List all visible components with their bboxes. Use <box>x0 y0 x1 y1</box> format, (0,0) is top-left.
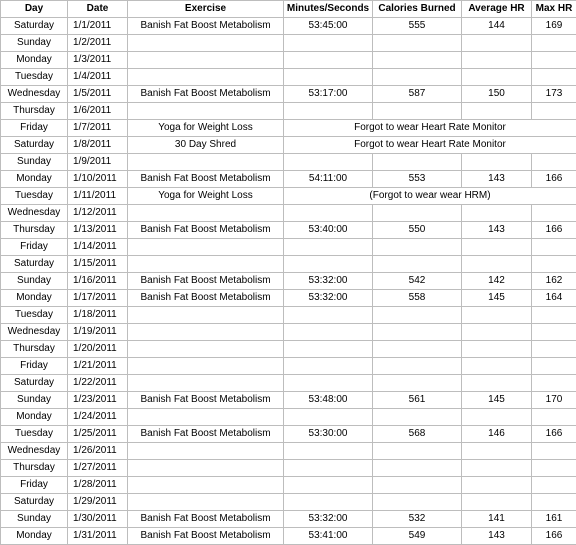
average-hr-cell: 145 <box>462 392 532 409</box>
day-cell: Saturday <box>1 18 68 35</box>
day-cell: Sunday <box>1 154 68 171</box>
date-cell: 1/16/2011 <box>68 273 128 290</box>
exercise-cell <box>128 69 284 86</box>
date-cell: 1/13/2011 <box>68 222 128 239</box>
note-cell: Forgot to wear Heart Rate Monitor <box>284 120 576 137</box>
time-cell: 53:45:00 <box>284 18 373 35</box>
average-hr-cell <box>462 358 532 375</box>
day-cell: Wednesday <box>1 86 68 103</box>
exercise-cell <box>128 324 284 341</box>
day-cell: Saturday <box>1 375 68 392</box>
table-row <box>1 443 576 460</box>
date-cell: 1/31/2011 <box>68 528 128 545</box>
date-cell: 1/22/2011 <box>68 375 128 392</box>
max-hr-cell: 166 <box>532 222 576 239</box>
calories-cell <box>373 239 462 256</box>
table-row <box>1 120 576 137</box>
max-hr-cell <box>532 375 576 392</box>
average-hr-cell <box>462 324 532 341</box>
calories-cell <box>373 443 462 460</box>
average-hr-cell: 143 <box>462 528 532 545</box>
exercise-cell <box>128 205 284 222</box>
calories-cell: 549 <box>373 528 462 545</box>
exercise-cell <box>128 239 284 256</box>
calories-cell <box>373 35 462 52</box>
calories-cell <box>373 460 462 477</box>
exercise-cell <box>128 460 284 477</box>
exercise-cell <box>128 256 284 273</box>
time-cell <box>284 494 373 511</box>
calories-cell: 561 <box>373 392 462 409</box>
table-row <box>1 358 576 375</box>
date-cell: 1/10/2011 <box>68 171 128 188</box>
average-hr-cell <box>462 35 532 52</box>
calories-cell: 587 <box>373 86 462 103</box>
day-cell: Monday <box>1 528 68 545</box>
calories-cell: 532 <box>373 511 462 528</box>
day-cell: Saturday <box>1 494 68 511</box>
table-header <box>1 1 576 18</box>
day-cell: Saturday <box>1 137 68 154</box>
max-hr-cell <box>532 477 576 494</box>
date-cell: 1/30/2011 <box>68 511 128 528</box>
max-hr-cell: 166 <box>532 426 576 443</box>
date-cell: 1/15/2011 <box>68 256 128 273</box>
date-cell: 1/28/2011 <box>68 477 128 494</box>
table-body <box>1 18 576 545</box>
max-hr-cell <box>532 324 576 341</box>
max-hr-cell <box>532 256 576 273</box>
table-row <box>1 273 576 290</box>
table-row <box>1 341 576 358</box>
day-cell: Sunday <box>1 273 68 290</box>
max-hr-cell <box>532 52 576 69</box>
time-cell: 53:40:00 <box>284 222 373 239</box>
average-hr-cell <box>462 103 532 120</box>
exercise-cell: Banish Fat Boost Metabolism <box>128 222 284 239</box>
exercise-cell: Banish Fat Boost Metabolism <box>128 171 284 188</box>
table-row <box>1 494 576 511</box>
table-row <box>1 511 576 528</box>
header-date: Date <box>68 1 128 18</box>
time-cell <box>284 154 373 171</box>
header-exercise: Exercise <box>128 1 284 18</box>
table-row <box>1 256 576 273</box>
table-row <box>1 290 576 307</box>
date-cell: 1/2/2011 <box>68 35 128 52</box>
calories-cell <box>373 256 462 273</box>
calories-cell: 542 <box>373 273 462 290</box>
time-cell <box>284 443 373 460</box>
max-hr-cell <box>532 443 576 460</box>
exercise-cell <box>128 154 284 171</box>
day-cell: Monday <box>1 52 68 69</box>
time-cell <box>284 358 373 375</box>
date-cell: 1/25/2011 <box>68 426 128 443</box>
average-hr-cell <box>462 460 532 477</box>
calories-cell <box>373 307 462 324</box>
calories-cell <box>373 52 462 69</box>
table-row <box>1 375 576 392</box>
table-row <box>1 307 576 324</box>
calories-cell <box>373 409 462 426</box>
time-cell <box>284 69 373 86</box>
date-cell: 1/14/2011 <box>68 239 128 256</box>
average-hr-cell: 150 <box>462 86 532 103</box>
time-cell <box>284 205 373 222</box>
header-row <box>1 1 576 18</box>
day-cell: Thursday <box>1 222 68 239</box>
exercise-cell: 30 Day Shred <box>128 137 284 154</box>
max-hr-cell <box>532 460 576 477</box>
average-hr-cell <box>462 477 532 494</box>
table-row <box>1 86 576 103</box>
header-average-hr: Average HR <box>462 1 532 18</box>
exercise-cell <box>128 494 284 511</box>
exercise-cell: Banish Fat Boost Metabolism <box>128 528 284 545</box>
max-hr-cell <box>532 103 576 120</box>
date-cell: 1/24/2011 <box>68 409 128 426</box>
day-cell: Friday <box>1 239 68 256</box>
exercise-cell <box>128 443 284 460</box>
time-cell: 53:48:00 <box>284 392 373 409</box>
note-cell: (Forgot to wear wear HRM) <box>284 188 576 205</box>
day-cell: Friday <box>1 358 68 375</box>
time-cell <box>284 324 373 341</box>
calories-cell <box>373 477 462 494</box>
time-cell <box>284 460 373 477</box>
table-row <box>1 222 576 239</box>
date-cell: 1/5/2011 <box>68 86 128 103</box>
table-row <box>1 103 576 120</box>
time-cell <box>284 375 373 392</box>
table-row <box>1 18 576 35</box>
average-hr-cell: 143 <box>462 171 532 188</box>
time-cell <box>284 341 373 358</box>
table-row <box>1 69 576 86</box>
average-hr-cell: 142 <box>462 273 532 290</box>
time-cell <box>284 239 373 256</box>
max-hr-cell <box>532 154 576 171</box>
max-hr-cell <box>532 409 576 426</box>
average-hr-cell <box>462 409 532 426</box>
day-cell: Thursday <box>1 103 68 120</box>
calories-cell: 555 <box>373 18 462 35</box>
average-hr-cell: 144 <box>462 18 532 35</box>
date-cell: 1/4/2011 <box>68 69 128 86</box>
date-cell: 1/20/2011 <box>68 341 128 358</box>
table-row <box>1 35 576 52</box>
max-hr-cell <box>532 35 576 52</box>
calories-cell <box>373 341 462 358</box>
average-hr-cell: 143 <box>462 222 532 239</box>
exercise-cell <box>128 35 284 52</box>
exercise-cell: Yoga for Weight Loss <box>128 188 284 205</box>
day-cell: Sunday <box>1 35 68 52</box>
day-cell: Monday <box>1 171 68 188</box>
max-hr-cell: 166 <box>532 171 576 188</box>
time-cell <box>284 35 373 52</box>
max-hr-cell <box>532 69 576 86</box>
time-cell: 54:11:00 <box>284 171 373 188</box>
max-hr-cell <box>532 205 576 222</box>
date-cell: 1/7/2011 <box>68 120 128 137</box>
table-row <box>1 137 576 154</box>
day-cell: Wednesday <box>1 443 68 460</box>
time-cell <box>284 52 373 69</box>
day-cell: Monday <box>1 409 68 426</box>
table-row <box>1 239 576 256</box>
max-hr-cell: 166 <box>532 528 576 545</box>
table-row <box>1 392 576 409</box>
max-hr-cell: 162 <box>532 273 576 290</box>
average-hr-cell <box>462 52 532 69</box>
max-hr-cell <box>532 494 576 511</box>
date-cell: 1/27/2011 <box>68 460 128 477</box>
date-cell: 1/29/2011 <box>68 494 128 511</box>
average-hr-cell <box>462 256 532 273</box>
table-row <box>1 188 576 205</box>
average-hr-cell <box>462 494 532 511</box>
exercise-cell <box>128 341 284 358</box>
day-cell: Tuesday <box>1 188 68 205</box>
time-cell: 53:32:00 <box>284 290 373 307</box>
calories-cell: 550 <box>373 222 462 239</box>
max-hr-cell <box>532 358 576 375</box>
time-cell <box>284 103 373 120</box>
calories-cell <box>373 375 462 392</box>
exercise-cell: Yoga for Weight Loss <box>128 120 284 137</box>
average-hr-cell: 146 <box>462 426 532 443</box>
exercise-cell: Banish Fat Boost Metabolism <box>128 426 284 443</box>
calories-cell: 558 <box>373 290 462 307</box>
time-cell: 53:32:00 <box>284 273 373 290</box>
average-hr-cell <box>462 443 532 460</box>
max-hr-cell <box>532 239 576 256</box>
average-hr-cell <box>462 341 532 358</box>
day-cell: Sunday <box>1 392 68 409</box>
day-cell: Friday <box>1 477 68 494</box>
average-hr-cell <box>462 205 532 222</box>
header-max-hr: Max HR <box>532 1 576 18</box>
day-cell: Wednesday <box>1 324 68 341</box>
time-cell: 53:32:00 <box>284 511 373 528</box>
date-cell: 1/21/2011 <box>68 358 128 375</box>
calories-cell: 568 <box>373 426 462 443</box>
table-row <box>1 171 576 188</box>
header-day: Day <box>1 1 68 18</box>
exercise-cell: Banish Fat Boost Metabolism <box>128 273 284 290</box>
exercise-cell: Banish Fat Boost Metabolism <box>128 290 284 307</box>
header-minutes-seconds: Minutes/Seconds <box>284 1 373 18</box>
average-hr-cell <box>462 375 532 392</box>
max-hr-cell: 161 <box>532 511 576 528</box>
exercise-cell: Banish Fat Boost Metabolism <box>128 392 284 409</box>
date-cell: 1/1/2011 <box>68 18 128 35</box>
date-cell: 1/17/2011 <box>68 290 128 307</box>
max-hr-cell: 169 <box>532 18 576 35</box>
calories-cell <box>373 494 462 511</box>
table-row <box>1 324 576 341</box>
table-row <box>1 154 576 171</box>
time-cell: 53:41:00 <box>284 528 373 545</box>
day-cell: Thursday <box>1 460 68 477</box>
exercise-cell <box>128 409 284 426</box>
time-cell: 53:30:00 <box>284 426 373 443</box>
max-hr-cell <box>532 307 576 324</box>
calories-cell <box>373 205 462 222</box>
table-row <box>1 477 576 494</box>
table-row <box>1 409 576 426</box>
day-cell: Monday <box>1 290 68 307</box>
table-row <box>1 52 576 69</box>
time-cell <box>284 307 373 324</box>
date-cell: 1/23/2011 <box>68 392 128 409</box>
time-cell <box>284 409 373 426</box>
exercise-cell <box>128 52 284 69</box>
max-hr-cell: 173 <box>532 86 576 103</box>
calories-cell <box>373 358 462 375</box>
calories-cell: 553 <box>373 171 462 188</box>
day-cell: Wednesday <box>1 205 68 222</box>
table-row <box>1 426 576 443</box>
day-cell: Thursday <box>1 341 68 358</box>
max-hr-cell: 164 <box>532 290 576 307</box>
exercise-cell: Banish Fat Boost Metabolism <box>128 18 284 35</box>
date-cell: 1/18/2011 <box>68 307 128 324</box>
day-cell: Sunday <box>1 511 68 528</box>
max-hr-cell <box>532 341 576 358</box>
time-cell <box>284 256 373 273</box>
average-hr-cell <box>462 307 532 324</box>
table-row <box>1 460 576 477</box>
calories-cell <box>373 69 462 86</box>
date-cell: 1/12/2011 <box>68 205 128 222</box>
date-cell: 1/8/2011 <box>68 137 128 154</box>
exercise-cell <box>128 477 284 494</box>
day-cell: Tuesday <box>1 69 68 86</box>
calories-cell <box>373 324 462 341</box>
calories-cell <box>373 103 462 120</box>
exercise-cell: Banish Fat Boost Metabolism <box>128 511 284 528</box>
date-cell: 1/26/2011 <box>68 443 128 460</box>
average-hr-cell <box>462 239 532 256</box>
day-cell: Saturday <box>1 256 68 273</box>
header-calories-burned: Calories Burned <box>373 1 462 18</box>
max-hr-cell: 170 <box>532 392 576 409</box>
exercise-cell: Banish Fat Boost Metabolism <box>128 86 284 103</box>
exercise-cell <box>128 358 284 375</box>
day-cell: Tuesday <box>1 307 68 324</box>
calories-cell <box>373 154 462 171</box>
date-cell: 1/3/2011 <box>68 52 128 69</box>
exercise-cell <box>128 375 284 392</box>
date-cell: 1/6/2011 <box>68 103 128 120</box>
time-cell: 53:17:00 <box>284 86 373 103</box>
date-cell: 1/11/2011 <box>68 188 128 205</box>
average-hr-cell: 141 <box>462 511 532 528</box>
average-hr-cell <box>462 154 532 171</box>
exercise-cell <box>128 103 284 120</box>
average-hr-cell: 145 <box>462 290 532 307</box>
exercise-cell <box>128 307 284 324</box>
table-row <box>1 205 576 222</box>
date-cell: 1/9/2011 <box>68 154 128 171</box>
average-hr-cell <box>462 69 532 86</box>
note-cell: Forgot to wear Heart Rate Monitor <box>284 137 576 154</box>
day-cell: Friday <box>1 120 68 137</box>
date-cell: 1/19/2011 <box>68 324 128 341</box>
day-cell: Tuesday <box>1 426 68 443</box>
time-cell <box>284 477 373 494</box>
